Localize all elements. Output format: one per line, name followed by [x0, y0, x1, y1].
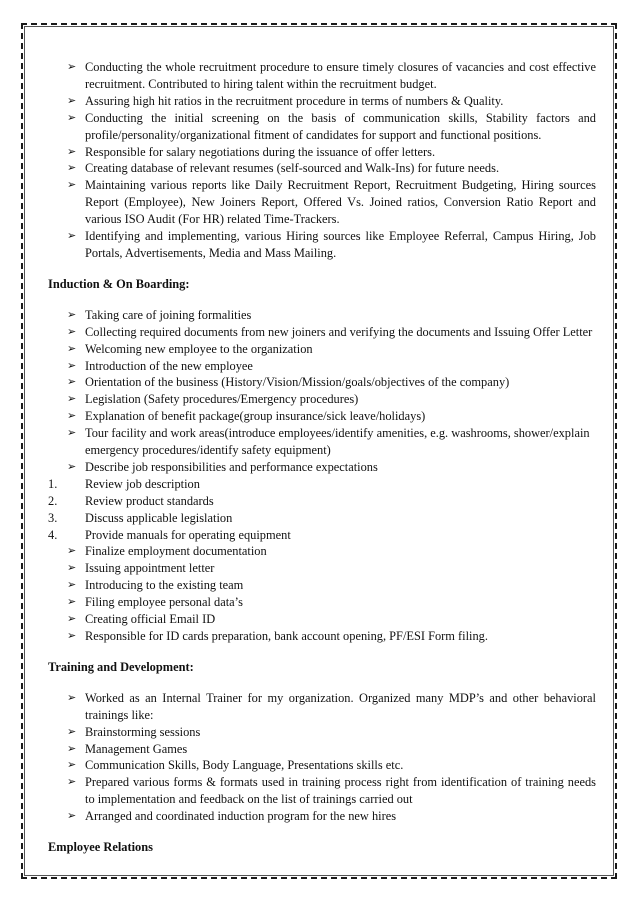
section-heading-induction: Induction & On Boarding:	[48, 276, 190, 291]
list-item: ➢ Collecting required documents from new joiners and verifying the documents and Issuing Offer Letter	[48, 324, 596, 341]
list-item: ➢ Prepared various forms & formats used in training process right from identification of training needs to implementation and feedback on the list of trainings carried out	[48, 774, 596, 808]
list-item: ➢ Taking care of joining formalities	[48, 307, 596, 324]
list-item: ➢ Creating database of relevant resumes (self-sourced and Walk-Ins) for future needs.	[48, 160, 596, 177]
item-number: 2.	[48, 493, 58, 508]
numbered-item	[48, 476, 596, 493]
item-number: 4.	[48, 527, 58, 542]
list-item: ➢ Communication Skills, Body Language, Presentations skills etc.	[48, 757, 596, 774]
list-item: ➢ Filing employee personal data’s	[48, 594, 596, 611]
list-item: ➢ Welcoming new employee to the organization	[48, 341, 596, 358]
item-number: 3.	[48, 510, 58, 525]
item-text: Review job description	[85, 476, 200, 491]
list-item: ➢ Creating official Email ID	[48, 611, 596, 628]
recruitment-list	[48, 59, 596, 262]
list-item: ➢ Describe job responsibilities and performance expectations	[48, 459, 596, 476]
list-item: ➢ Finalize employment documentation	[48, 543, 596, 560]
list-item: ➢ Explanation of benefit package(group insurance/sick leave/holidays)	[48, 408, 596, 425]
list-item: ➢ Legislation (Safety procedures/Emergency procedures)	[48, 391, 596, 408]
list-item: ➢ Identifying and implementing, various Hiring sources like Employee Referral, Campus Hiring, Job Portals, Advertisements, Media and Mass Mailing.	[48, 228, 596, 262]
list-item: ➢ Introducing to the existing team	[48, 577, 596, 594]
item-number: 1.	[48, 476, 58, 491]
training-list	[48, 690, 596, 825]
list-item: ➢ Tour facility and work areas(introduce employees/identify amenities, e.g. washrooms, shower/explain emergency procedures/identify safety equipment)	[48, 425, 596, 459]
section-heading-training: Training and Development:	[48, 659, 194, 674]
list-item: ➢ Introduction of the new employee	[48, 358, 596, 375]
list-item: ➢ Orientation of the business (History/Vision/Mission/goals/objectives of the company)	[48, 374, 596, 391]
list-item: ➢ Worked as an Internal Trainer for my organization. Organized many MDP’s and other behavioral trainings like:	[48, 690, 596, 724]
induction-list	[48, 307, 596, 645]
list-item: ➢ Responsible for salary negotiations during the issuance of offer letters.	[48, 144, 596, 161]
section-heading-employee-relations: Employee Relations	[48, 840, 153, 855]
list-item: ➢ Conducting the whole recruitment procedure to ensure timely closures of vacancies and cost effective recruitment. Contributed to hiring talent within the recruitment budget.	[48, 59, 596, 93]
resume-content	[48, 59, 596, 870]
list-item: ➢ Maintaining various reports like Daily Recruitment Report, Recruitment Budgeting, Hiring sources Report (Employee), New Joiners Report, Offered Vs. Joined ratios, Conversion Ratio Report and various ISO Audit (For HR) related Time-Trackers.	[48, 177, 596, 228]
list-item: ➢ Brainstorming sessions	[48, 724, 596, 741]
list-item: ➢ Arranged and coordinated induction program for the new hires	[48, 808, 596, 825]
list-item: ➢ Responsible for ID cards preparation, bank account opening, PF/ESI Form filing.	[48, 628, 596, 645]
item-text: Review product standards	[85, 493, 214, 508]
list-item: ➢ Issuing appointment letter	[48, 560, 596, 577]
item-text: Discuss applicable legislation	[85, 510, 233, 525]
numbered-item	[48, 510, 596, 527]
list-item: ➢ Conducting the initial screening on the basis of communication skills, Stability factors and profile/personality/organizational fitment of candidates for support and functional positions.	[48, 110, 596, 144]
numbered-item	[48, 527, 596, 544]
item-text: Provide manuals for operating equipment	[85, 527, 291, 542]
list-item: ➢ Management Games	[48, 741, 596, 758]
numbered-item	[48, 493, 596, 510]
list-item: ➢ Assuring high hit ratios in the recruitment procedure in terms of numbers & Quality.	[48, 93, 596, 110]
